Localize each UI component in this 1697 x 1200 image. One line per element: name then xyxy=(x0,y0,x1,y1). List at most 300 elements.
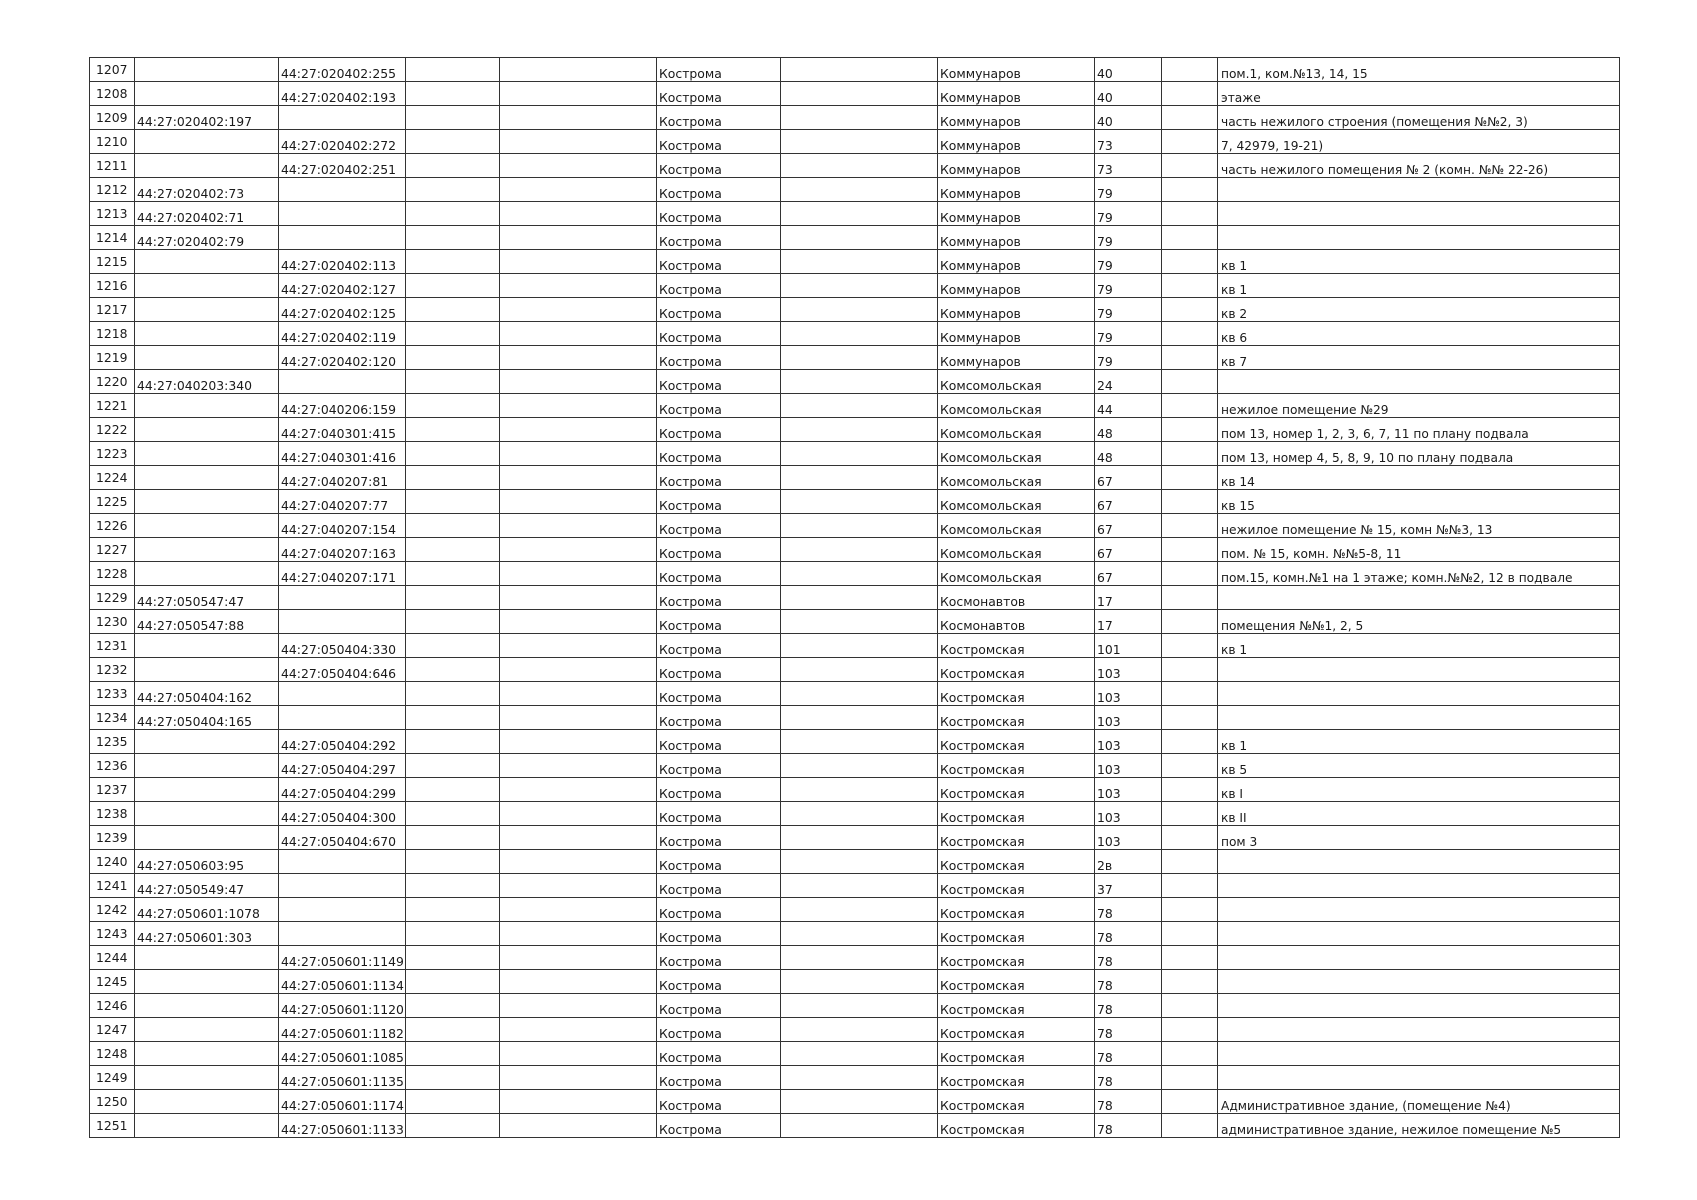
empty-cell xyxy=(500,82,657,106)
description-cell xyxy=(1218,274,1620,298)
cadastral-number-building xyxy=(135,394,279,418)
empty-cell xyxy=(1162,586,1218,610)
street-cell-text: Космонавтов xyxy=(940,618,1026,633)
cadastral-number-premises xyxy=(279,682,406,706)
house-number-cell xyxy=(1095,1066,1162,1090)
row-number xyxy=(90,898,135,922)
table-row xyxy=(90,178,1620,202)
empty-cell xyxy=(781,586,938,610)
house-number-cell-text: 67 xyxy=(1097,570,1113,585)
row-number-text: 1215 xyxy=(96,253,128,269)
street-cell-text: Коммунаров xyxy=(940,162,1021,177)
cadastral-number-premises-text: 44:27:020402:193 xyxy=(281,90,397,105)
house-number-cell xyxy=(1095,802,1162,826)
cadastral-number-building-text: 44:27:020402:71 xyxy=(137,210,245,225)
cadastral-number-premises xyxy=(279,1042,406,1066)
city-cell-text: Кострома xyxy=(659,930,722,945)
empty-cell xyxy=(406,394,500,418)
house-number-cell-text: 79 xyxy=(1097,234,1113,249)
description-cell xyxy=(1218,658,1620,682)
street-cell-text: Костромская xyxy=(940,1122,1025,1137)
cadastral-number-premises xyxy=(279,274,406,298)
house-number-cell xyxy=(1095,826,1162,850)
empty-cell xyxy=(406,802,500,826)
street-cell-text: Коммунаров xyxy=(940,282,1021,297)
city-cell xyxy=(657,298,781,322)
cadastral-number-premises xyxy=(279,634,406,658)
empty-cell xyxy=(500,850,657,874)
row-number-text: 1226 xyxy=(96,517,128,533)
empty-cell xyxy=(406,1090,500,1114)
empty-cell xyxy=(781,58,938,82)
street-cell xyxy=(938,562,1095,586)
row-number-text: 1243 xyxy=(96,925,128,941)
house-number-cell xyxy=(1095,994,1162,1018)
house-number-cell xyxy=(1095,298,1162,322)
house-number-cell xyxy=(1095,58,1162,82)
city-cell xyxy=(657,682,781,706)
table-row xyxy=(90,970,1620,994)
cadastral-number-premises-text: 44:27:050601:1133 xyxy=(281,1122,404,1137)
empty-cell xyxy=(781,634,938,658)
description-cell xyxy=(1218,946,1620,970)
cadastral-number-premises xyxy=(279,874,406,898)
row-number-text: 1224 xyxy=(96,469,128,485)
house-number-cell-text: 78 xyxy=(1097,978,1113,993)
cadastral-number-premises xyxy=(279,898,406,922)
row-number xyxy=(90,418,135,442)
house-number-cell-text: 37 xyxy=(1097,882,1113,897)
row-number-text: 1231 xyxy=(96,637,128,653)
empty-cell xyxy=(1162,58,1218,82)
cadastral-number-building xyxy=(135,778,279,802)
empty-cell xyxy=(406,1042,500,1066)
street-cell-text: Костромская xyxy=(940,714,1025,729)
empty-cell xyxy=(781,658,938,682)
city-cell-text: Кострома xyxy=(659,210,722,225)
row-number xyxy=(90,346,135,370)
house-number-cell xyxy=(1095,610,1162,634)
cadastral-number-premises-text: 44:27:050601:1085 xyxy=(281,1050,404,1065)
empty-cell xyxy=(406,1018,500,1042)
city-cell-text: Кострома xyxy=(659,186,722,201)
cadastral-number-building xyxy=(135,250,279,274)
city-cell xyxy=(657,1018,781,1042)
table-row xyxy=(90,562,1620,586)
table-row xyxy=(90,274,1620,298)
row-number-text: 1246 xyxy=(96,997,128,1013)
description-cell-text: кв 5 xyxy=(1221,763,1248,777)
street-cell-text: Комсомольская xyxy=(940,402,1042,417)
row-number xyxy=(90,970,135,994)
row-number-text: 1238 xyxy=(96,805,128,821)
cadastral-number-building-text: 44:27:050603:95 xyxy=(137,858,245,873)
description-cell xyxy=(1218,1066,1620,1090)
cadastral-number-building xyxy=(135,442,279,466)
empty-cell xyxy=(406,226,500,250)
house-number-cell-text: 103 xyxy=(1097,666,1121,681)
city-cell-text: Кострома xyxy=(659,234,722,249)
city-cell xyxy=(657,586,781,610)
house-number-cell-text: 79 xyxy=(1097,330,1113,345)
table-row xyxy=(90,682,1620,706)
empty-cell xyxy=(500,514,657,538)
house-number-cell xyxy=(1095,394,1162,418)
description-cell xyxy=(1218,250,1620,274)
house-number-cell xyxy=(1095,154,1162,178)
cadastral-number-premises xyxy=(279,706,406,730)
cadastral-number-premises xyxy=(279,178,406,202)
city-cell xyxy=(657,562,781,586)
empty-cell xyxy=(406,634,500,658)
street-cell-text: Комсомольская xyxy=(940,474,1042,489)
street-cell-text: Костромская xyxy=(940,978,1025,993)
street-cell-text: Коммунаров xyxy=(940,210,1021,225)
house-number-cell-text: 103 xyxy=(1097,714,1121,729)
city-cell-text: Кострома xyxy=(659,66,722,81)
description-cell xyxy=(1218,514,1620,538)
row-number xyxy=(90,130,135,154)
street-cell xyxy=(938,1066,1095,1090)
empty-cell xyxy=(406,82,500,106)
cadastral-number-premises xyxy=(279,322,406,346)
description-cell xyxy=(1218,418,1620,442)
street-cell-text: Коммунаров xyxy=(940,138,1021,153)
row-number xyxy=(90,1018,135,1042)
cadastral-number-premises-text: 44:27:040206:159 xyxy=(281,402,397,417)
cadastral-number-premises-text: 44:27:020402:113 xyxy=(281,258,397,273)
street-cell-text: Костромская xyxy=(940,690,1025,705)
row-number-text: 1245 xyxy=(96,973,128,989)
empty-cell xyxy=(406,922,500,946)
house-number-cell-text: 79 xyxy=(1097,210,1113,225)
empty-cell xyxy=(1162,1042,1218,1066)
cadastral-number-building-text: 44:27:050547:88 xyxy=(137,618,245,633)
cadastral-number-building xyxy=(135,874,279,898)
cadastral-number-premises-text: 44:27:050601:1135 xyxy=(281,1074,404,1089)
row-number xyxy=(90,802,135,826)
street-cell-text: Костромская xyxy=(940,930,1025,945)
cadastral-number-building xyxy=(135,994,279,1018)
city-cell-text: Кострома xyxy=(659,1002,722,1017)
empty-cell xyxy=(500,106,657,130)
city-cell-text: Кострома xyxy=(659,258,722,273)
description-cell xyxy=(1218,1090,1620,1114)
cadastral-number-building xyxy=(135,1090,279,1114)
cadastral-number-building xyxy=(135,298,279,322)
street-cell xyxy=(938,922,1095,946)
city-cell xyxy=(657,778,781,802)
empty-cell xyxy=(406,850,500,874)
cadastral-number-premises-text: 44:27:040207:171 xyxy=(281,570,397,585)
cadastral-number-premises xyxy=(279,586,406,610)
cadastral-number-building xyxy=(135,634,279,658)
city-cell-text: Кострома xyxy=(659,714,722,729)
empty-cell xyxy=(406,322,500,346)
city-cell xyxy=(657,754,781,778)
house-number-cell-text: 103 xyxy=(1097,762,1121,777)
street-cell xyxy=(938,802,1095,826)
empty-cell xyxy=(406,346,500,370)
empty-cell xyxy=(500,802,657,826)
row-number xyxy=(90,250,135,274)
table-row xyxy=(90,490,1620,514)
empty-cell xyxy=(781,562,938,586)
empty-cell xyxy=(500,874,657,898)
city-cell xyxy=(657,706,781,730)
cadastral-number-premises xyxy=(279,1114,406,1138)
cadastral-number-building-text: 44:27:050404:162 xyxy=(137,690,253,705)
city-cell xyxy=(657,322,781,346)
street-cell-text: Костромская xyxy=(940,1098,1025,1113)
street-cell xyxy=(938,322,1095,346)
description-cell-text: Административное здание, (помещение №4) xyxy=(1221,1099,1511,1113)
city-cell-text: Кострома xyxy=(659,354,722,369)
table-row xyxy=(90,322,1620,346)
house-number-cell-text: 73 xyxy=(1097,162,1113,177)
street-cell xyxy=(938,1018,1095,1042)
empty-cell xyxy=(406,682,500,706)
cadastral-number-premises xyxy=(279,658,406,682)
cadastral-number-premises xyxy=(279,154,406,178)
city-cell-text: Кострома xyxy=(659,522,722,537)
cadastral-number-building xyxy=(135,706,279,730)
street-cell-text: Костромская xyxy=(940,834,1025,849)
street-cell xyxy=(938,202,1095,226)
cadastral-number-premises-text: 44:27:020402:119 xyxy=(281,330,397,345)
city-cell-text: Кострома xyxy=(659,666,722,681)
cadastral-number-premises xyxy=(279,346,406,370)
description-cell-text: кв 2 xyxy=(1221,307,1248,321)
table-row xyxy=(90,538,1620,562)
description-cell xyxy=(1218,778,1620,802)
row-number xyxy=(90,154,135,178)
street-cell xyxy=(938,970,1095,994)
cadastral-number-building xyxy=(135,1042,279,1066)
row-number xyxy=(90,442,135,466)
cadastral-number-building xyxy=(135,274,279,298)
table-row xyxy=(90,466,1620,490)
city-cell-text: Кострома xyxy=(659,498,722,513)
description-cell-text: нежилое помещение №29 xyxy=(1221,403,1389,417)
cadastral-number-building xyxy=(135,826,279,850)
cadastral-number-building xyxy=(135,178,279,202)
cadastral-number-building xyxy=(135,754,279,778)
empty-cell xyxy=(781,346,938,370)
city-cell xyxy=(657,394,781,418)
empty-cell xyxy=(500,202,657,226)
house-number-cell xyxy=(1095,1090,1162,1114)
empty-cell xyxy=(406,778,500,802)
city-cell xyxy=(657,250,781,274)
house-number-cell xyxy=(1095,130,1162,154)
house-number-cell-text: 79 xyxy=(1097,306,1113,321)
city-cell-text: Кострома xyxy=(659,282,722,297)
cadastral-number-building-text: 44:27:040203:340 xyxy=(137,378,253,393)
row-number-text: 1241 xyxy=(96,877,128,893)
empty-cell xyxy=(406,202,500,226)
cadastral-number-building xyxy=(135,538,279,562)
row-number xyxy=(90,706,135,730)
row-number-text: 1233 xyxy=(96,685,128,701)
cadastral-number-premises-text: 44:27:020402:255 xyxy=(281,66,397,81)
description-cell-text: кв 1 xyxy=(1221,283,1248,297)
house-number-cell-text: 79 xyxy=(1097,282,1113,297)
house-number-cell xyxy=(1095,250,1162,274)
house-number-cell xyxy=(1095,226,1162,250)
empty-cell xyxy=(406,442,500,466)
row-number-text: 1237 xyxy=(96,781,128,797)
house-number-cell-text: 101 xyxy=(1097,642,1121,657)
empty-cell xyxy=(406,130,500,154)
empty-cell xyxy=(781,874,938,898)
empty-cell xyxy=(500,178,657,202)
row-number-text: 1207 xyxy=(96,61,128,77)
row-number-text: 1223 xyxy=(96,445,128,461)
house-number-cell xyxy=(1095,1042,1162,1066)
empty-cell xyxy=(406,610,500,634)
street-cell xyxy=(938,490,1095,514)
empty-cell xyxy=(1162,826,1218,850)
street-cell-text: Коммунаров xyxy=(940,306,1021,321)
city-cell-text: Кострома xyxy=(659,1050,722,1065)
cadastral-number-premises xyxy=(279,298,406,322)
table-row xyxy=(90,1018,1620,1042)
cadastral-number-building xyxy=(135,514,279,538)
empty-cell xyxy=(500,442,657,466)
city-cell xyxy=(657,106,781,130)
street-cell-text: Костромская xyxy=(940,642,1025,657)
city-cell xyxy=(657,466,781,490)
city-cell-text: Кострома xyxy=(659,786,722,801)
cadastral-number-building xyxy=(135,610,279,634)
registry-rows xyxy=(90,58,1620,1138)
row-number xyxy=(90,850,135,874)
description-cell-text: кв II xyxy=(1221,811,1247,825)
row-number-text: 1222 xyxy=(96,421,128,437)
city-cell xyxy=(657,994,781,1018)
description-cell-text: пом 13, номер 4, 5, 8, 9, 10 по плану подвала xyxy=(1221,451,1514,465)
city-cell-text: Кострома xyxy=(659,1098,722,1113)
cadastral-number-premises xyxy=(279,250,406,274)
city-cell-text: Кострома xyxy=(659,378,722,393)
empty-cell xyxy=(1162,970,1218,994)
city-cell xyxy=(657,610,781,634)
table-row xyxy=(90,514,1620,538)
house-number-cell xyxy=(1095,322,1162,346)
row-number-text: 1210 xyxy=(96,133,128,149)
cadastral-number-building-text: 44:27:020402:197 xyxy=(137,114,253,129)
empty-cell xyxy=(781,970,938,994)
cadastral-number-premises xyxy=(279,106,406,130)
house-number-cell-text: 78 xyxy=(1097,930,1113,945)
cadastral-number-premises-text: 44:27:050404:297 xyxy=(281,762,397,777)
street-cell xyxy=(938,178,1095,202)
street-cell-text: Космонавтов xyxy=(940,594,1026,609)
table-row xyxy=(90,130,1620,154)
table-row xyxy=(90,58,1620,82)
cadastral-number-premises-text: 44:27:020402:127 xyxy=(281,282,397,297)
street-cell xyxy=(938,898,1095,922)
city-cell xyxy=(657,1114,781,1138)
row-number xyxy=(90,226,135,250)
empty-cell xyxy=(406,586,500,610)
description-cell xyxy=(1218,538,1620,562)
street-cell-text: Костромская xyxy=(940,1026,1025,1041)
city-cell xyxy=(657,274,781,298)
row-number-text: 1247 xyxy=(96,1021,128,1037)
empty-cell xyxy=(406,274,500,298)
house-number-cell-text: 103 xyxy=(1097,690,1121,705)
cadastral-number-building xyxy=(135,850,279,874)
cadastral-number-premises-text: 44:27:020402:125 xyxy=(281,306,397,321)
city-cell-text: Кострома xyxy=(659,858,722,873)
row-number xyxy=(90,562,135,586)
street-cell xyxy=(938,298,1095,322)
empty-cell xyxy=(406,898,500,922)
street-cell xyxy=(938,250,1095,274)
cadastral-number-premises-text: 44:27:050404:330 xyxy=(281,642,397,657)
row-number xyxy=(90,1066,135,1090)
empty-cell xyxy=(406,1066,500,1090)
street-cell xyxy=(938,1090,1095,1114)
description-cell xyxy=(1218,394,1620,418)
empty-cell xyxy=(1162,226,1218,250)
description-cell-text: часть нежилого помещения № 2 (комн. №№ 22-26) xyxy=(1221,163,1549,177)
empty-cell xyxy=(1162,562,1218,586)
city-cell-text: Кострома xyxy=(659,954,722,969)
house-number-cell-text: 73 xyxy=(1097,138,1113,153)
city-cell xyxy=(657,946,781,970)
street-cell-text: Коммунаров xyxy=(940,90,1021,105)
street-cell xyxy=(938,658,1095,682)
empty-cell xyxy=(781,1018,938,1042)
house-number-cell-text: 103 xyxy=(1097,834,1121,849)
empty-cell xyxy=(781,826,938,850)
city-cell-text: Кострома xyxy=(659,114,722,129)
description-cell-text: кв 1 xyxy=(1221,643,1248,657)
empty-cell xyxy=(500,778,657,802)
house-number-cell-text: 40 xyxy=(1097,66,1113,81)
street-cell xyxy=(938,778,1095,802)
table-row xyxy=(90,154,1620,178)
cadastral-number-building xyxy=(135,466,279,490)
house-number-cell xyxy=(1095,970,1162,994)
house-number-cell-text: 17 xyxy=(1097,594,1113,609)
table-row xyxy=(90,1114,1620,1138)
cadastral-number-building xyxy=(135,730,279,754)
house-number-cell-text: 48 xyxy=(1097,450,1113,465)
empty-cell xyxy=(406,418,500,442)
house-number-cell xyxy=(1095,922,1162,946)
house-number-cell-text: 48 xyxy=(1097,426,1113,441)
empty-cell xyxy=(500,658,657,682)
description-cell-text: кв I xyxy=(1221,787,1244,801)
row-number-text: 1236 xyxy=(96,757,128,773)
cadastral-number-premises-text: 44:27:040207:81 xyxy=(281,474,389,489)
street-cell-text: Костромская xyxy=(940,762,1025,777)
street-cell xyxy=(938,538,1095,562)
empty-cell xyxy=(1162,442,1218,466)
cadastral-number-premises xyxy=(279,778,406,802)
street-cell-text: Костромская xyxy=(940,1050,1025,1065)
description-cell xyxy=(1218,802,1620,826)
cadastral-number-premises xyxy=(279,922,406,946)
description-cell xyxy=(1218,826,1620,850)
street-cell-text: Комсомольская xyxy=(940,426,1042,441)
city-cell xyxy=(657,922,781,946)
empty-cell xyxy=(1162,346,1218,370)
